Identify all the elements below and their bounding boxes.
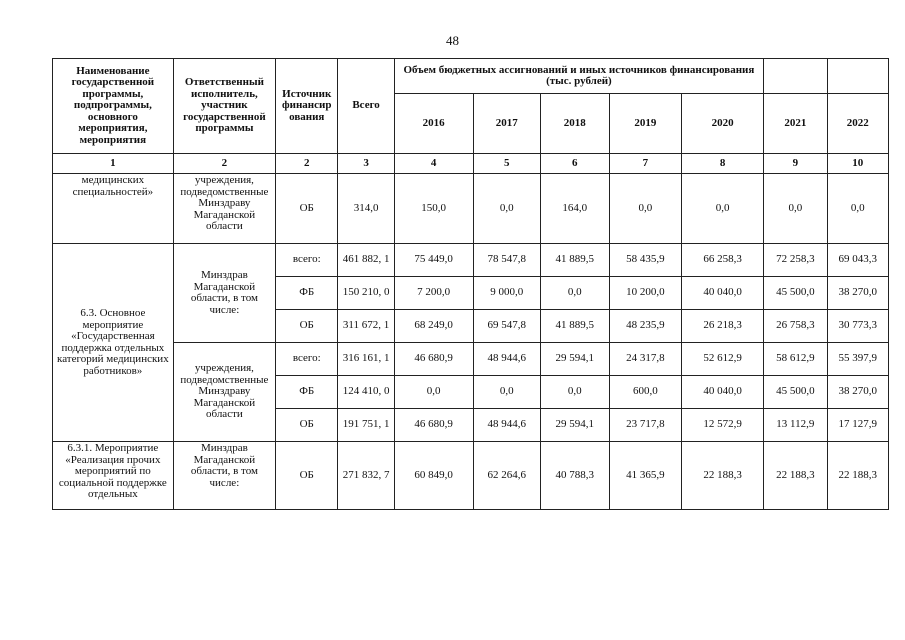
header-year: 2020 [682, 94, 764, 154]
row-value: 29 594,1 [541, 343, 610, 376]
header-total: Всего [338, 59, 394, 154]
row-value: 26 758,3 [764, 310, 827, 343]
row-value: 7 200,0 [394, 277, 473, 310]
row-value: 41 365,9 [609, 442, 682, 510]
header-source: Источник финансир ования [276, 59, 338, 154]
row-value: 48 235,9 [609, 310, 682, 343]
header-row-1 [53, 59, 889, 94]
row-value: 164,0 [541, 174, 610, 244]
row-value: 23 717,8 [609, 409, 682, 442]
row-value: 0,0 [473, 376, 541, 409]
column-number: 2 [276, 154, 338, 174]
row-value: 41 889,5 [541, 244, 610, 277]
header-year: 2022 [827, 94, 888, 154]
header-executor: Ответственный исполнитель, участник государственной программы [173, 59, 275, 154]
row-source: ФБ [276, 376, 338, 409]
column-number: 6 [541, 154, 610, 174]
header-year: 2017 [473, 94, 541, 154]
row-total: 271 832, 7 [338, 442, 394, 510]
row-value: 0,0 [764, 174, 827, 244]
header-year: 2016 [394, 94, 473, 154]
row-value: 69 043,3 [827, 244, 888, 277]
column-number: 5 [473, 154, 541, 174]
row-value: 0,0 [682, 174, 764, 244]
header-empty-cell [764, 59, 827, 94]
row-value: 22 188,3 [682, 442, 764, 510]
table-row [53, 343, 889, 376]
row-value: 38 270,0 [827, 277, 888, 310]
header-name: Наименование государственной программы, подпрограммы, основного мероприятия, мероприятия [53, 59, 174, 154]
table-row [53, 244, 889, 277]
row-value: 0,0 [473, 174, 541, 244]
column-number: 8 [682, 154, 764, 174]
row-value: 72 258,3 [764, 244, 827, 277]
row-value: 46 680,9 [394, 409, 473, 442]
row-value: 58 612,9 [764, 343, 827, 376]
row-value: 9 000,0 [473, 277, 541, 310]
row-value: 78 547,8 [473, 244, 541, 277]
row-value: 0,0 [609, 174, 682, 244]
row-source: ФБ [276, 277, 338, 310]
row-source: ОБ [276, 310, 338, 343]
row-value: 48 944,6 [473, 409, 541, 442]
row-source: всего: [276, 343, 338, 376]
column-number-row [53, 154, 889, 174]
row-value: 41 889,5 [541, 310, 610, 343]
row-value: 22 188,3 [827, 442, 888, 510]
row-value: 48 944,6 [473, 343, 541, 376]
row-total: 311 672, 1 [338, 310, 394, 343]
row-value: 52 612,9 [682, 343, 764, 376]
row-total: 461 882, 1 [338, 244, 394, 277]
row-executor: учреждения, подведомственные Минздраву Магаданской области [173, 174, 275, 244]
row-value: 0,0 [541, 277, 610, 310]
column-number: 1 [53, 154, 174, 174]
row-value: 10 200,0 [609, 277, 682, 310]
row-value: 600,0 [609, 376, 682, 409]
row-value: 68 249,0 [394, 310, 473, 343]
row-source: всего: [276, 244, 338, 277]
row-total: 124 410, 0 [338, 376, 394, 409]
row-source: ОБ [276, 174, 338, 244]
row-value: 0,0 [394, 376, 473, 409]
row-value: 38 270,0 [827, 376, 888, 409]
table-row [53, 442, 889, 510]
row-value: 24 317,8 [609, 343, 682, 376]
row-executor: Минздрав Магаданской области, в том числе: [173, 244, 275, 343]
row-total: 316 161, 1 [338, 343, 394, 376]
row-value: 12 572,9 [682, 409, 764, 442]
row-total: 191 751, 1 [338, 409, 394, 442]
row-value: 45 500,0 [764, 376, 827, 409]
column-number: 3 [338, 154, 394, 174]
column-number: 10 [827, 154, 888, 174]
row-name-6-3-1: 6.3.1. Мероприятие «Реализация прочих мероприятий по социальной поддержке отдельных [53, 442, 174, 510]
row-value: 62 264,6 [473, 442, 541, 510]
page-number: 48 [446, 33, 459, 48]
row-value: 26 218,3 [682, 310, 764, 343]
column-number: 7 [609, 154, 682, 174]
row-total: 150 210, 0 [338, 277, 394, 310]
row-value: 45 500,0 [764, 277, 827, 310]
row-value: 29 594,1 [541, 409, 610, 442]
row-value: 17 127,9 [827, 409, 888, 442]
row-total: 314,0 [338, 174, 394, 244]
row-name: медицинских специальностей» [53, 174, 174, 244]
header-year: 2018 [541, 94, 610, 154]
row-value: 40 788,3 [541, 442, 610, 510]
row-source: ОБ [276, 442, 338, 510]
column-number: 4 [394, 154, 473, 174]
row-value: 22 188,3 [764, 442, 827, 510]
row-source: ОБ [276, 409, 338, 442]
row-value: 40 040,0 [682, 277, 764, 310]
header-empty-cell [827, 59, 888, 94]
header-volume: Объем бюджетных ассигнований и иных источников финансирования (тыс. рублей) [394, 59, 763, 94]
column-number: 2 [173, 154, 275, 174]
row-value: 46 680,9 [394, 343, 473, 376]
row-value: 150,0 [394, 174, 473, 244]
row-value: 0,0 [827, 174, 888, 244]
row-executor: Минздрав Магаданской области, в том числе: [173, 442, 275, 510]
row-value: 66 258,3 [682, 244, 764, 277]
row-name-6-3: 6.3. Основное мероприятие «Государственная поддержка отдельных категорий медицинских работников» [53, 244, 174, 442]
row-value: 58 435,9 [609, 244, 682, 277]
row-value: 40 040,0 [682, 376, 764, 409]
header-year: 2019 [609, 94, 682, 154]
row-value: 60 849,0 [394, 442, 473, 510]
row-value: 69 547,8 [473, 310, 541, 343]
row-value: 30 773,3 [827, 310, 888, 343]
table-row [53, 174, 889, 244]
row-value: 75 449,0 [394, 244, 473, 277]
row-value: 55 397,9 [827, 343, 888, 376]
row-value: 0,0 [541, 376, 610, 409]
header-year: 2021 [764, 94, 827, 154]
budget-table [52, 58, 889, 510]
row-executor: учреждения, подведомственные Минздраву Магаданской области [173, 343, 275, 442]
column-number: 9 [764, 154, 827, 174]
row-value: 13 112,9 [764, 409, 827, 442]
